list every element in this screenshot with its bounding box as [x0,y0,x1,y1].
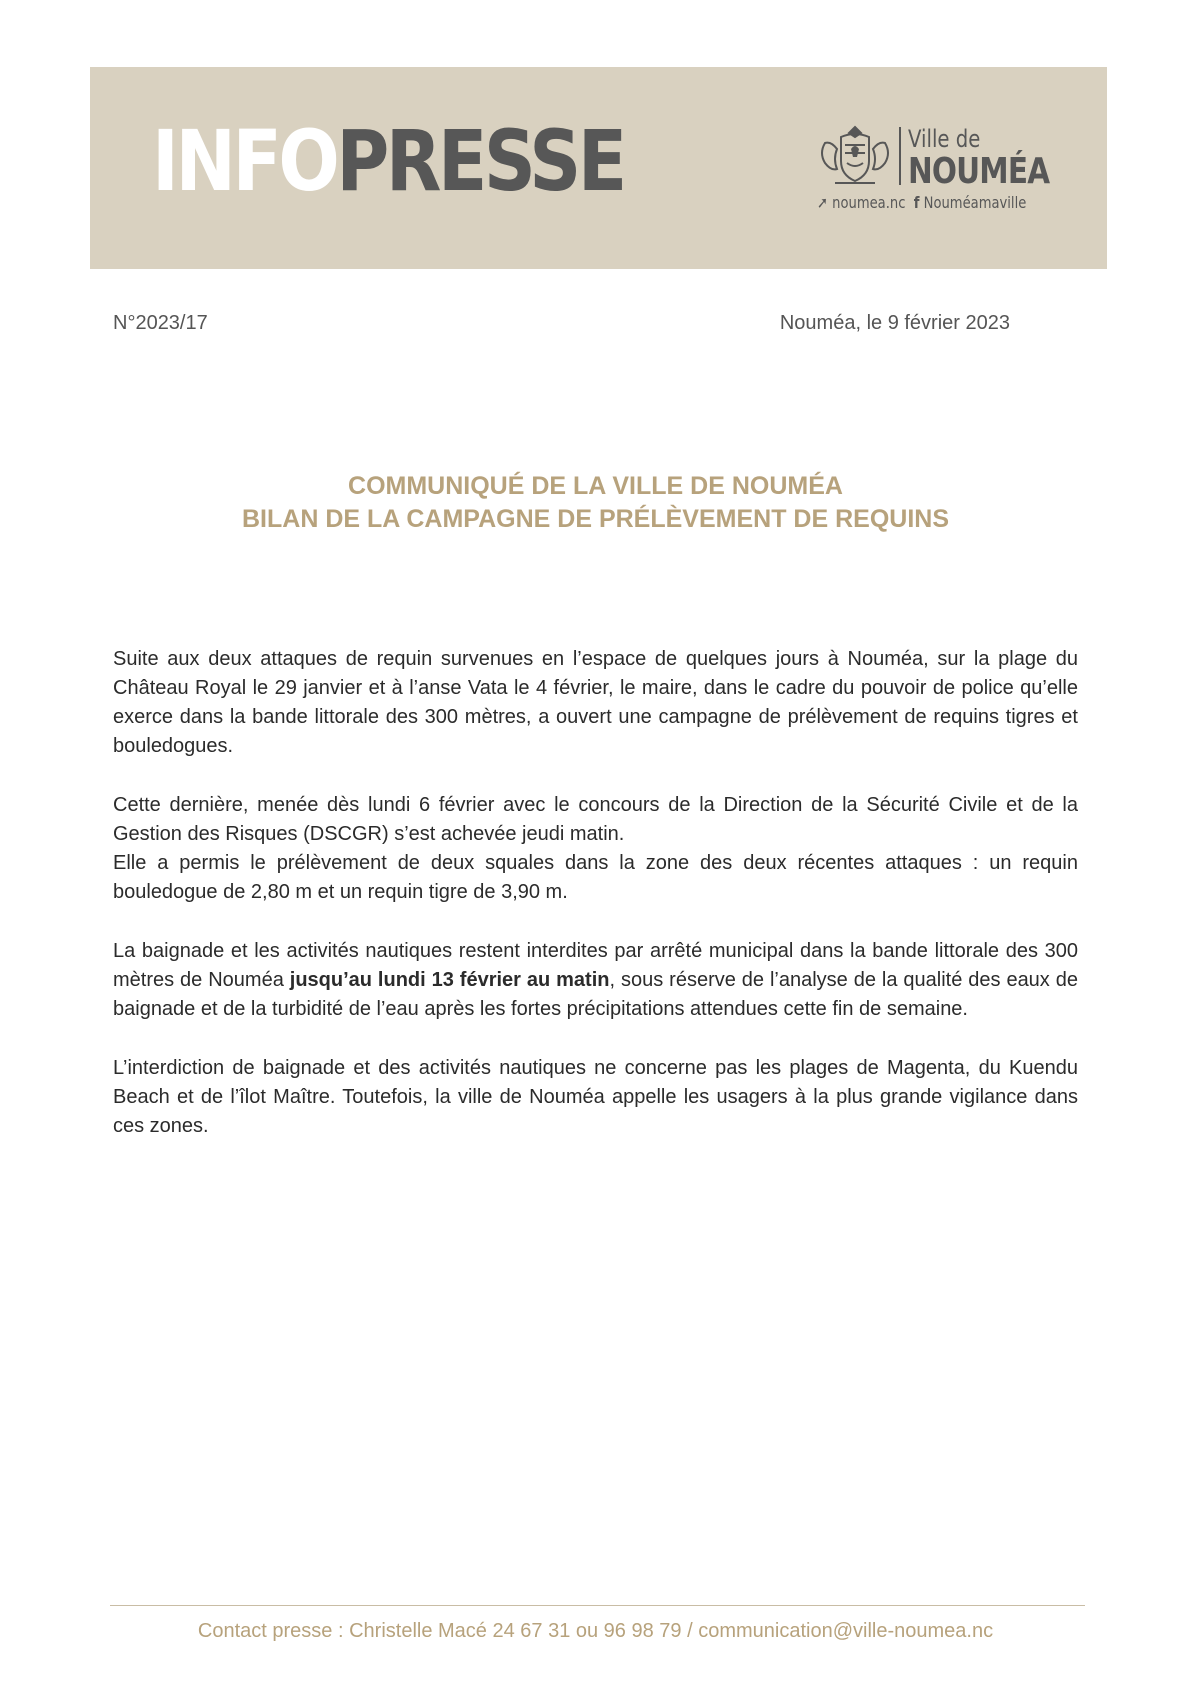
release-number: N°2023/17 [113,312,208,334]
info-presse-wordmark [152,112,624,210]
website-link[interactable]: noumea.nc [832,193,906,212]
paragraph-1: Suite aux deux attaques de requin survenues en l’espace de quelques jours à Nouméa, sur la plage du Château Royal le 29 janvier et à l’anse Vata le 4 février, le maire, dans le cadre du pouvoir de police qu’elle exerce dans la bande littorale des 300 mètres, a ouvert une campagne de prélèvement de requins tigres et bouledogues. [113,648,1078,757]
paragraph-3-end: , sous réserve de l’analyse de la qualité des eaux de baignade et de la turbidité de l’eau après les fortes précipitations attendues cette fin de semaine. [113,969,1078,1020]
paragraph-2a: Cette dernière, menée dès lundi 6 février avec le concours de la Direction de la Sécurité Civile et de la Gestion des Risques (DSCGR) s’est achevée jeudi matin. [113,794,1078,845]
city-crest-icon [815,123,895,189]
paragraph-3-emphasis: jusqu’au lundi 13 février au matin [289,969,610,991]
footer-divider [110,1605,1085,1606]
facebook-icon: f [913,193,920,212]
brand-presse: PRESSE [336,112,624,210]
release-date: Nouméa, le 9 février 2023 [779,312,1010,334]
logo-divider [899,127,901,185]
press-contact: Contact presse : Christelle Macé 24 67 31 ou 96 98 79 / communication@ville-noumea.nc [197,1620,994,1642]
brand-info: INFO [152,112,337,210]
paragraph-2 [113,791,1078,907]
paragraph-3 [113,937,1078,1024]
paper-plane-icon: ➚ [817,193,828,212]
paragraph-3-start: La baignade et les activités nautiques restent interdites par arrêté municipal dans la bande littorale des 300 mètres de Nouméa [113,940,1078,991]
paragraph-2b: Elle a permis le prélèvement de deux squales dans la zone des deux récentes attaques : un requin bouledogue de 2,80 m et un requin tigre de 3,90 m. [113,852,1078,903]
page-title [0,470,1191,536]
facebook-link[interactable]: Nouméamaville [923,193,1027,212]
press-release-body [113,645,1078,1171]
header-banner [90,67,1107,269]
title-line-2: BILAN DE LA CAMPAGNE DE PRÉLÈVEMENT DE REQUINS [242,505,949,533]
paragraph-4: L’interdiction de baignade et des activités nautiques ne concerne pas les plages de Magenta, du Kuendu Beach et de l’îlot Maître. Toutefois, la ville de Nouméa appelle les usagers à la plus grande vigilance dans ces zones. [113,1057,1078,1137]
logo-social-links [817,193,1026,212]
ville-de-noumea-logo [815,123,1055,213]
logo-ville-de: Ville de [908,125,981,153]
logo-noumea: NOUMÉA [908,151,1050,192]
title-line-1: COMMUNIQUÉ DE LA VILLE DE NOUMÉA [348,472,843,500]
